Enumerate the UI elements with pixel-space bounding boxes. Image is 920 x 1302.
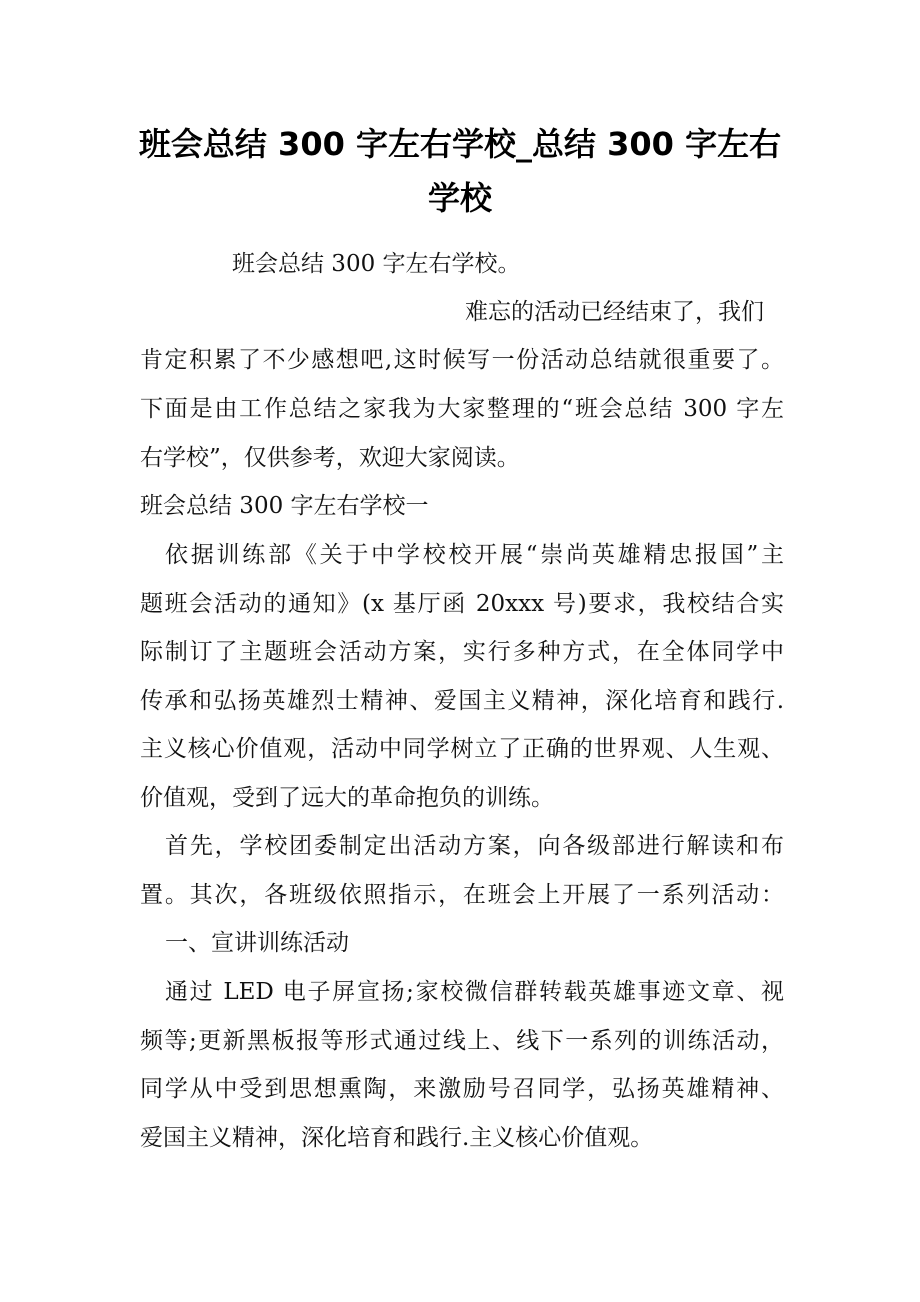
paragraph-line: 主义核心价值观，活动中同学树立了正确的世界观、人生观、 <box>140 736 784 762</box>
paragraph-line: 同学从中受到思想熏陶，来激励号召同学，弘扬英雄精神、 <box>140 1076 784 1102</box>
paragraph-line: 频等;更新黑板报等形式通过线上、线下一系列的训练活动， <box>140 1028 784 1054</box>
paragraph-line: 置。其次，各班级依照指示，在班会上开展了一系列活动： <box>140 882 784 908</box>
paragraph-line: 爱国主义精神，深化培育和践行.主义核心价值观。 <box>140 1125 654 1151</box>
paragraph-line: 通过 LED 电子屏宣扬;家校微信群转载英雄事迹文章、视 <box>165 979 784 1005</box>
document-title-line-1: 班会总结 300 字左右学校_总结 300 字左右 <box>138 125 782 163</box>
paragraph-line: 依据训练部《关于中学校校开展“崇尚英雄精忠报国”主 <box>165 542 784 568</box>
paragraph-line: 首先，学校团委制定出活动方案，向各级部进行解读和布 <box>165 833 784 859</box>
intro-line: 右学校”，仅供参考，欢迎大家阅读。 <box>140 445 520 471</box>
paragraph-line: 价值观，受到了远大的革命抱负的训练。 <box>140 785 554 811</box>
section-heading: 班会总结 300 字左右学校一 <box>140 493 429 519</box>
intro-line: 难忘的活动已经结束了，我们 <box>465 299 764 325</box>
intro-line: 肯定积累了不少感想吧,这时候写一份活动总结就很重要了。 <box>140 347 784 373</box>
intro-line: 下面是由工作总结之家我为大家整理的“班会总结 300 字左 <box>140 396 784 422</box>
subtitle: 班会总结 300 字左右学校。 <box>232 251 521 277</box>
item-heading: 一、宣讲训练活动 <box>165 930 349 956</box>
paragraph-line: 际制订了主题班会活动方案，实行多种方式，在全体同学中 <box>140 639 784 665</box>
document-title-line-2: 学校 <box>427 179 492 217</box>
paragraph-line: 传承和弘扬英雄烈士精神、爱国主义精神，深化培育和践行. <box>140 688 784 714</box>
paragraph-line: 题班会活动的通知》(x 基厅函 20xxx 号)要求，我校结合实 <box>140 591 784 617</box>
